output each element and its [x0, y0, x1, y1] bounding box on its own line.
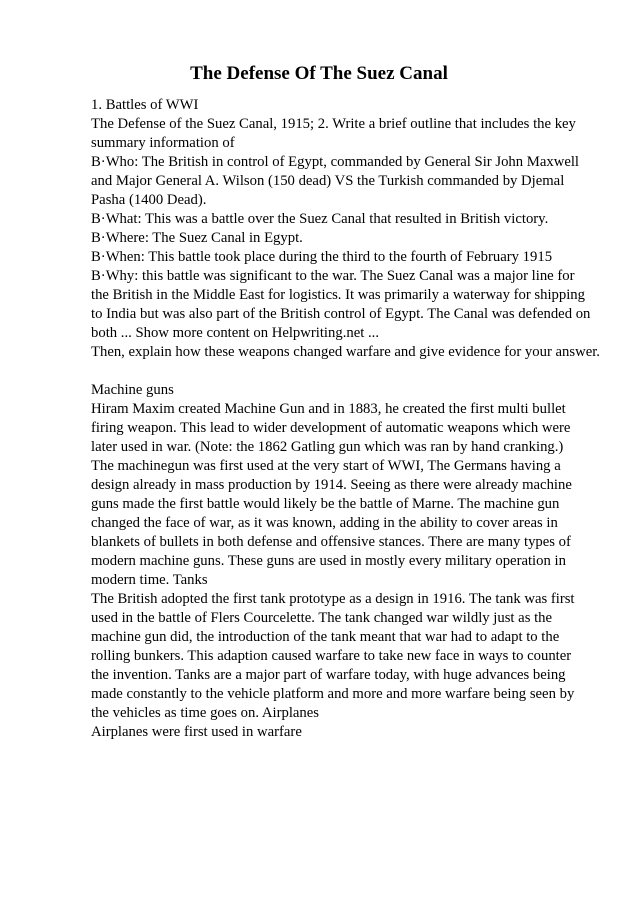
text-line: Hiram Maxim created Machine Gun and in 1883, he created the first multi bullet [91, 401, 566, 417]
document-title: The Defense Of The Suez Canal [190, 63, 448, 84]
text-line: modern machine guns. These guns are used in mostly every military operation in [91, 553, 566, 569]
text-line: the invention. Tanks are a major part of warfare today, with huge advances being [91, 667, 566, 683]
text-line: machine gun did, the introduction of the tank meant that war had to adapt to the [91, 629, 560, 645]
text-line: Then, explain how these weapons changed warfare and give evidence for your answer. [91, 344, 600, 360]
text-line: The machinegun was first used at the very start of WWI, The Germans having a [91, 458, 561, 474]
text-line: changed the face of war, as it was known, adding in the ability to cover areas in [91, 515, 558, 531]
text-line: Airplanes were first used in warfare [91, 724, 302, 740]
text-line: Pasha (1400 Dead). [91, 192, 207, 208]
text-line: 1. Battles of WWI [91, 97, 199, 113]
text-line: B·Why: this battle was significant to the war. The Suez Canal was a major line for [91, 268, 575, 284]
text-line: firing weapon. This lead to wider development of automatic weapons which were [91, 420, 571, 436]
text-line: and Major General A. Wilson (150 dead) VS the Turkish commanded by Djemal [91, 173, 565, 189]
text-line: B·What: This was a battle over the Suez Canal that resulted in British victory. [91, 211, 549, 227]
text-line: blankets of bullets in both defense and offensive stances. There are many types of [91, 534, 571, 550]
text-line: The British adopted the first tank prototype as a design in 1916. The tank was first [91, 591, 575, 607]
text-line: made constantly to the vehicle platform and more and more warfare being seen by [91, 686, 575, 702]
text-line: modern time. Tanks [91, 572, 208, 588]
text-line: rolling bunkers. This adaption caused warfare to take new face in ways to counter [91, 648, 572, 664]
blank-line [91, 362, 611, 381]
text-line: used in the battle of Flers Courcelette. The tank changed war wildly just as the [91, 610, 553, 626]
text-line: B·When: This battle took place during the third to the fourth of February 1915 [91, 249, 553, 265]
text-line: later used in war. (Note: the 1862 Gatling gun which was ran by hand cranking.) [91, 439, 564, 455]
text-line: the vehicles as time goes on. Airplanes [91, 705, 320, 721]
text-line: B·Where: The Suez Canal in Egypt. [91, 230, 303, 246]
text-line: Machine guns [91, 382, 174, 398]
text-line: to India but was also part of the British control of Egypt. The Canal was defended on [91, 306, 591, 322]
text-line: summary information of [91, 135, 235, 151]
text-line: The Defense of the Suez Canal, 1915; 2. Write a brief outline that includes the key [91, 116, 576, 132]
document-body [91, 96, 611, 742]
text-line: design already in mass production by 1914. Seeing as there were already machine [91, 477, 572, 493]
text-line: guns made the first battle would likely be the battle of Marne. The machine gun [91, 496, 560, 512]
text-line: B·Who: The British in control of Egypt, commanded by General Sir John Maxwell [91, 154, 580, 170]
text-line: the British in the Middle East for logistics. It was primarily a waterway for shipping [91, 287, 585, 303]
text-line: both ... Show more content on Helpwriting.net ... [91, 325, 379, 341]
